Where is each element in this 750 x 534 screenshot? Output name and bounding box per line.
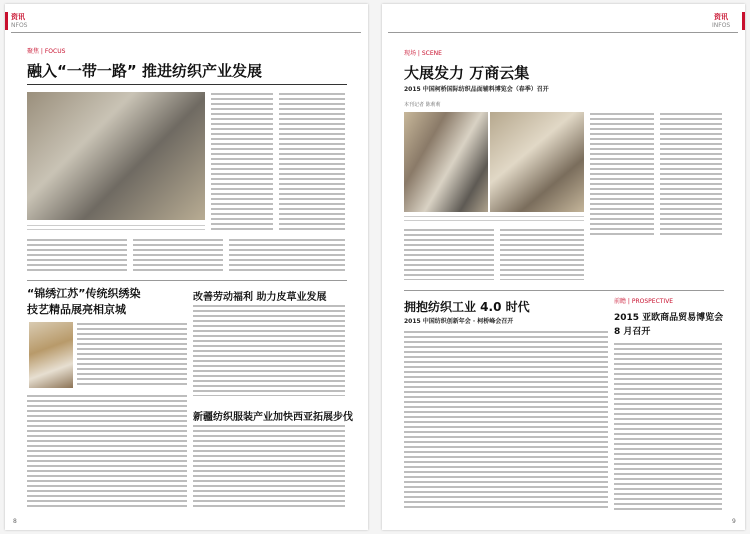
jiangsu-headline-2: 技艺精品展亮相京城 (27, 303, 126, 316)
scene-byline: 本刊记者 陈莉莉 (404, 102, 441, 108)
focus-body-col-e (229, 238, 345, 274)
focus-body-col-c (27, 238, 127, 274)
jiangsu-body-a (77, 322, 187, 388)
industry40-headline: 拥抱纺织工业 4.0 时代 (404, 300, 530, 314)
focus-body-col-d (133, 238, 223, 274)
section-label-en: NFOS (11, 22, 28, 29)
scene-body-col-d (500, 228, 584, 280)
xinjiang-body (193, 424, 345, 510)
expo-headline-1: 2015 亚欧商品贸易博览会 (614, 313, 724, 323)
scene-body-col-a (590, 112, 654, 236)
header-rule (388, 32, 738, 33)
jiangsu-body-b (27, 394, 187, 510)
focus-photo-caption (27, 224, 205, 232)
expo-headline-2: 8 月召开 (614, 327, 651, 337)
page-number: 9 (732, 518, 736, 525)
industry40-subhead: 2015 中国纺织创新年会 · 柯桥峰会召开 (404, 318, 514, 325)
headline-rule (27, 84, 347, 85)
left-page (5, 4, 368, 530)
focus-body-col-a (211, 92, 273, 232)
header-accent-bar (742, 12, 745, 30)
section-label: 资讯 (714, 13, 728, 21)
scene-photo-left (404, 112, 488, 212)
expo-body (614, 342, 722, 510)
jiangsu-photo (29, 322, 73, 388)
scene-subhead: 2015 中国柯桥国际纺织品面辅料博览会（春季）召开 (404, 86, 549, 93)
industry40-body (404, 330, 608, 510)
scene-photo-caption (404, 215, 584, 223)
scene-body-col-c (404, 228, 494, 280)
section-divider (404, 290, 724, 291)
section-label: 资讯 (11, 13, 25, 21)
prospective-kicker: 前瞻 | PROSPECTIVE (614, 298, 674, 305)
fur-headline: 改善劳动福利 助力皮草业发展 (193, 292, 327, 303)
focus-kicker: 聚焦 | FOCUS (27, 48, 66, 55)
scene-photo-right (490, 112, 584, 212)
section-label-en: INFOS (712, 22, 731, 29)
xinjiang-headline: 新疆纺织服装产业加快西亚拓展步伐 (193, 412, 353, 423)
scene-headline: 大展发力 万商云集 (404, 64, 530, 82)
scene-body-col-b (660, 112, 722, 236)
focus-headline: 融入“一带一路” 推进纺织产业发展 (27, 62, 262, 80)
header-rule (11, 32, 361, 33)
page-number: 8 (13, 518, 17, 525)
focus-body-col-b (279, 92, 345, 232)
right-page (382, 4, 745, 530)
header-accent-bar (5, 12, 8, 30)
scene-kicker: 现场 | SCENE (404, 50, 442, 57)
section-divider (27, 280, 347, 281)
jiangsu-headline-1: “锦绣江苏”传统织绣染 (27, 287, 141, 300)
fur-body (193, 304, 345, 396)
focus-photo (27, 92, 205, 220)
